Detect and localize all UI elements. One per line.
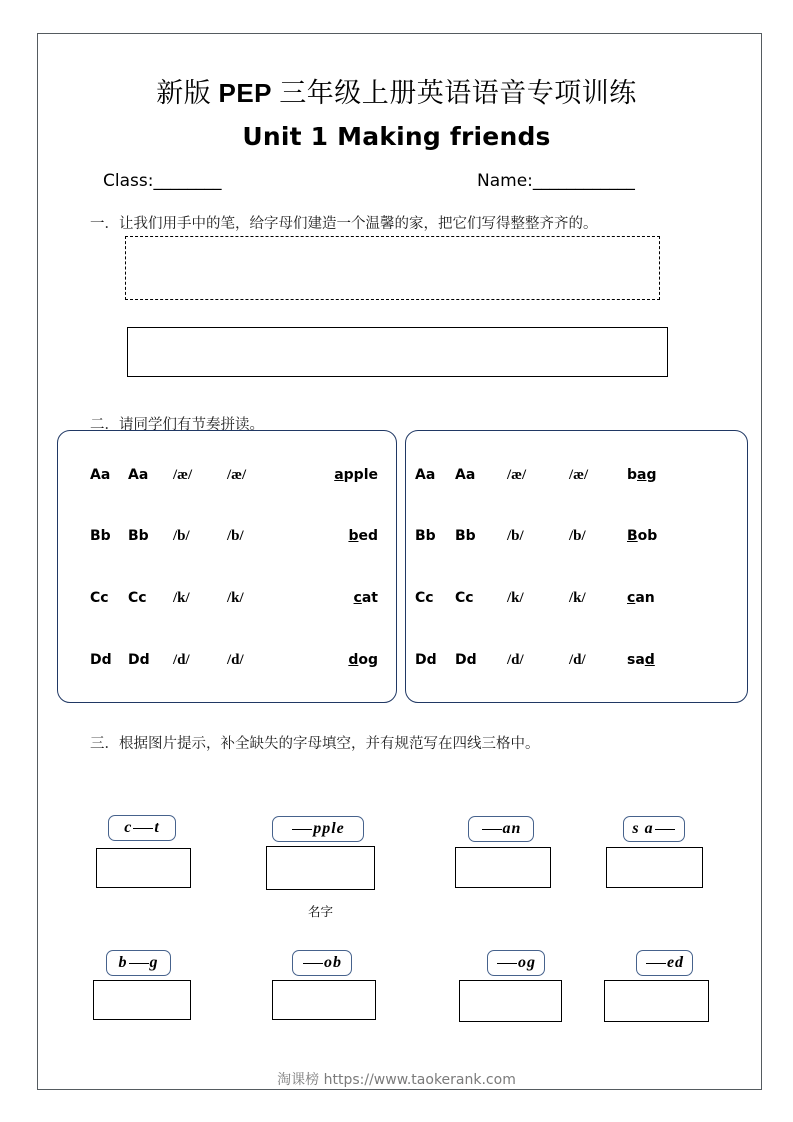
phonics-sound-2: /b/	[227, 527, 244, 544]
phonics-letter-pair-1: Dd	[415, 652, 437, 668]
phonics-letter-pair-1: Bb	[415, 528, 436, 544]
phonics-example-word: can	[627, 590, 655, 606]
letter-blank[interactable]	[129, 963, 149, 964]
phonics-row	[406, 460, 747, 490]
phonics-letter-pair-1: Cc	[415, 590, 434, 606]
phonics-letter-pair-2: Aa	[128, 467, 149, 483]
phonics-sound-2: /d/	[569, 651, 586, 668]
word-prompt-chip[interactable]	[636, 950, 693, 976]
word-prompt-chip[interactable]	[468, 816, 534, 842]
title-prefix: 新版	[156, 78, 219, 108]
phonics-row	[406, 583, 747, 613]
word-suffix: ob	[324, 954, 342, 971]
word-prompt-chip[interactable]	[623, 816, 685, 842]
phonics-sound-2: /k/	[569, 589, 586, 606]
word-suffix: pple	[313, 820, 345, 837]
phonics-word-highlight: B	[627, 528, 638, 544]
phonics-letter-pair-2: Dd	[128, 652, 150, 668]
class-field-label[interactable]: Class:________	[103, 171, 222, 191]
phonics-word-highlight: b	[348, 528, 359, 544]
handwriting-practice-solid-box[interactable]	[127, 327, 668, 377]
word-prompt-chip[interactable]	[108, 815, 176, 841]
phonics-sound-1: /k/	[173, 589, 190, 606]
word-suffix: t	[154, 819, 160, 836]
four-line-writing-box[interactable]	[459, 980, 562, 1022]
section-three-heading: 三．根据图片提示，补全缺失的字母填空，并有规范写在四线三格中。	[90, 736, 540, 752]
title-suffix: 三年级上册英语语音专项训练	[272, 78, 637, 108]
word-suffix: ed	[666, 954, 685, 971]
phonics-row	[58, 460, 396, 490]
phonics-sound-1: /b/	[173, 527, 190, 544]
phonics-letter-pair-2: Dd	[455, 652, 477, 668]
phonics-word-highlight: d	[348, 652, 359, 668]
section-one-heading: 一．让我们用手中的笔，给字母们建造一个温馨的家，把它们写得整整齐齐的。	[90, 216, 598, 232]
phonics-example-word: Bob	[627, 528, 658, 544]
phonics-example-word: bed	[348, 528, 378, 544]
letter-blank[interactable]	[303, 963, 323, 964]
letter-blank[interactable]	[482, 829, 502, 830]
phonics-sound-2: /æ/	[227, 466, 247, 483]
phonics-sound-1: /d/	[507, 651, 524, 668]
letter-blank[interactable]	[133, 828, 153, 829]
phonics-example-word: sad	[627, 652, 655, 668]
page-title-chinese	[0, 71, 793, 110]
phonics-row	[406, 645, 747, 675]
four-line-writing-box[interactable]	[272, 980, 376, 1020]
phonics-letter-pair-2: Bb	[455, 528, 476, 544]
letter-blank[interactable]	[655, 829, 675, 830]
phonics-sound-2: /d/	[227, 651, 244, 668]
four-line-writing-box[interactable]	[606, 847, 703, 888]
phonics-panel-right	[405, 430, 748, 703]
phonics-example-word: cat	[353, 590, 378, 606]
four-line-writing-box[interactable]	[266, 846, 375, 890]
letter-blank[interactable]	[292, 829, 312, 830]
phonics-word-highlight: d	[644, 652, 655, 668]
word-prompt-chip[interactable]	[106, 950, 171, 976]
handwriting-practice-dashed-box[interactable]	[125, 236, 660, 300]
phonics-letter-pair-2: Cc	[128, 590, 147, 606]
phonics-sound-1: /æ/	[173, 466, 193, 483]
word-prompt-chip[interactable]	[272, 816, 364, 842]
word-suffix: og	[518, 954, 536, 971]
four-line-writing-box[interactable]	[93, 980, 191, 1020]
exercise-item-caption: 名字	[307, 905, 333, 919]
four-line-writing-box[interactable]	[455, 847, 551, 888]
phonics-sound-1: /d/	[173, 651, 190, 668]
phonics-sound-1: /æ/	[507, 466, 527, 483]
word-suffix: an	[502, 820, 522, 837]
phonics-row	[58, 521, 396, 551]
four-line-writing-box[interactable]	[96, 848, 191, 888]
phonics-example-word: apple	[334, 467, 378, 483]
word-prompt-chip[interactable]	[292, 950, 352, 976]
section-two-heading: 二．请同学们有节奏拼读。	[90, 417, 264, 433]
phonics-row	[406, 521, 747, 551]
name-field-label[interactable]: Name:____________	[477, 171, 635, 191]
footer-watermark: 淘课榜 https://www.taokerank.com	[277, 1072, 516, 1088]
phonics-letter-pair-1: Cc	[90, 590, 109, 606]
page-title-english: Unit 1 Making friends	[242, 122, 551, 151]
letter-blank[interactable]	[497, 963, 517, 964]
phonics-example-word: dog	[348, 652, 378, 668]
letter-blank[interactable]	[646, 963, 666, 964]
phonics-letter-pair-1: Dd	[90, 652, 112, 668]
phonics-letter-pair-2: Cc	[455, 590, 474, 606]
phonics-sound-1: /k/	[507, 589, 524, 606]
phonics-word-highlight: a	[637, 467, 647, 483]
phonics-panel-left	[57, 430, 397, 703]
phonics-sound-2: /k/	[227, 589, 244, 606]
phonics-word-highlight: a	[334, 467, 344, 483]
word-suffix: g	[149, 954, 159, 971]
phonics-row	[58, 645, 396, 675]
phonics-sound-2: /æ/	[569, 466, 589, 483]
phonics-word-highlight: c	[353, 590, 362, 606]
phonics-letter-pair-1: Bb	[90, 528, 111, 544]
phonics-letter-pair-1: Aa	[90, 467, 111, 483]
phonics-sound-1: /b/	[507, 527, 524, 544]
phonics-example-word: bag	[627, 467, 657, 483]
phonics-letter-pair-1: Aa	[415, 467, 436, 483]
word-prompt-chip[interactable]	[487, 950, 545, 976]
phonics-letter-pair-2: Aa	[455, 467, 476, 483]
word-prefix: b	[118, 954, 128, 971]
word-prefix: c	[124, 819, 133, 836]
word-prefix: s a	[632, 820, 654, 837]
phonics-row	[58, 583, 396, 613]
phonics-word-highlight: c	[627, 590, 636, 606]
phonics-letter-pair-2: Bb	[128, 528, 149, 544]
phonics-sound-2: /b/	[569, 527, 586, 544]
title-pep: PEP	[218, 78, 273, 108]
four-line-writing-box[interactable]	[604, 980, 709, 1022]
